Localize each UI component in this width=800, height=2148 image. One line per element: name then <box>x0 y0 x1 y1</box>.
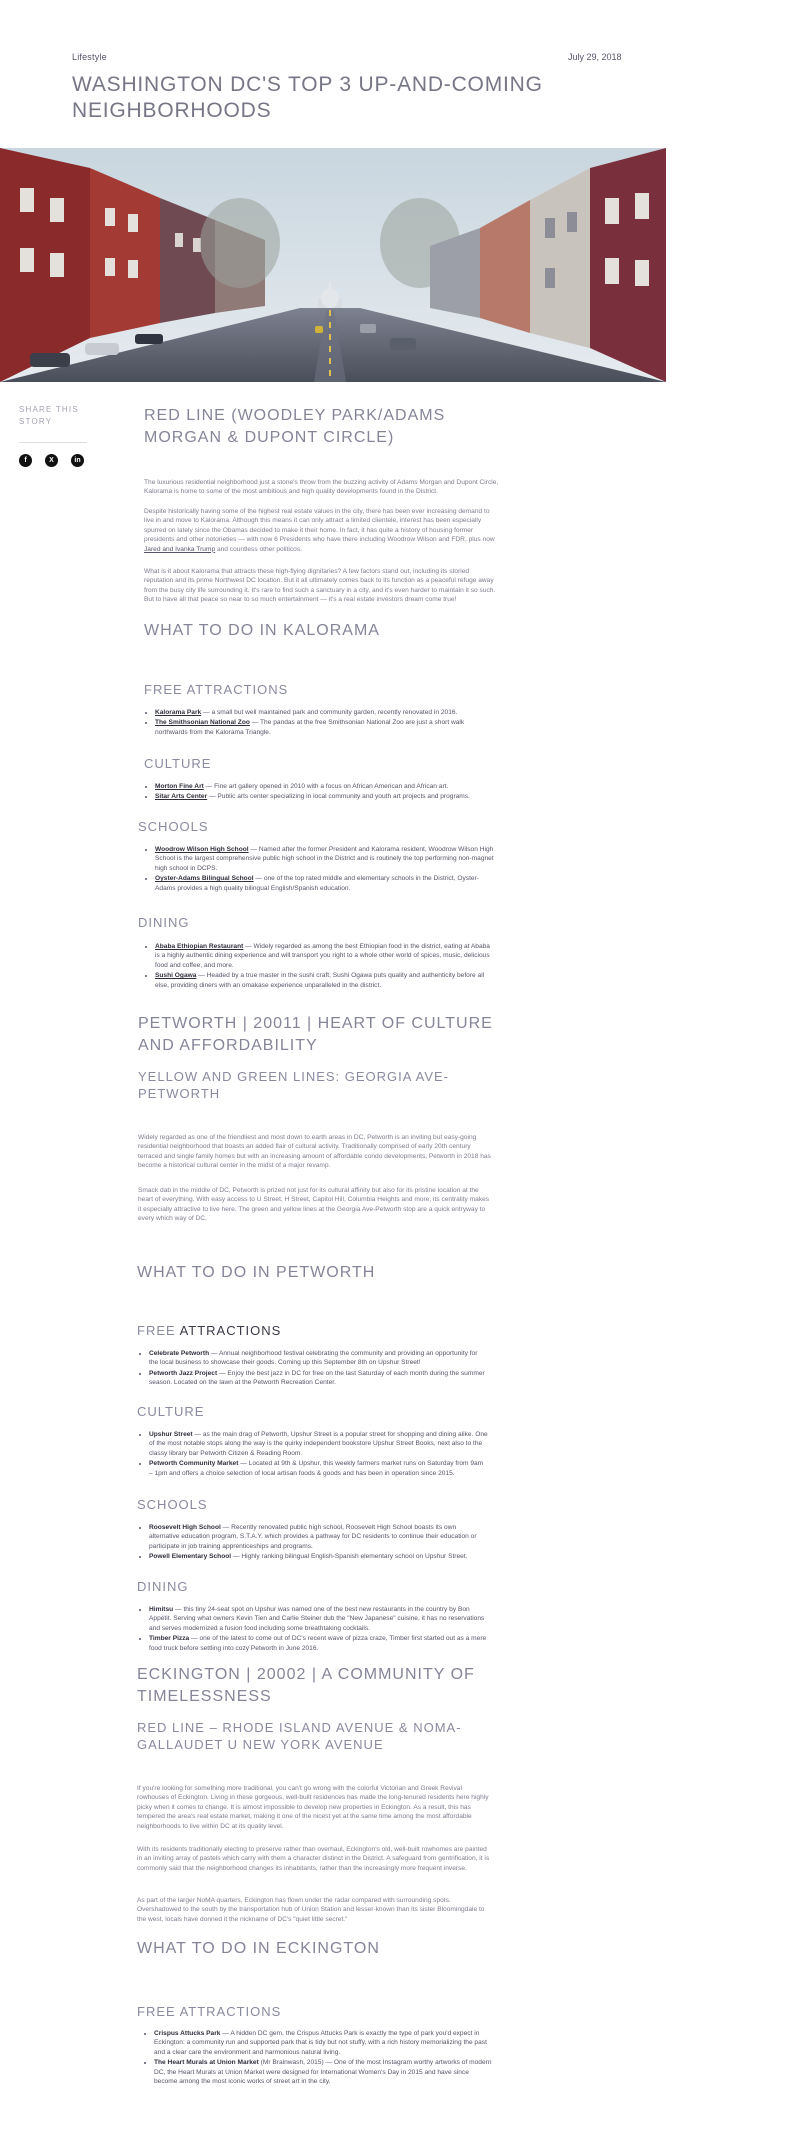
item-name: Petworth Community Market <box>149 1460 239 1468</box>
list-item: • The Heart Murals at Union Market (Mr Brainwash, 2015) — One of the most Instagram worthy artworks of modern DC, the Heart Murals at Union Market were designed for International Women's Day in 2015 and have since become among the most iconic works of street art in the city. <box>154 2058 493 2086</box>
paragraph: As part of the larger NoMA quarters, Eckington has flown under the radar compared with surrounding spots. Overshadowed to the south by the transportation hub of Union Station and lesser-known than its sister Bloomingdale to the west, locals have donned it the nickname of DC's "quiet little secret." <box>137 1897 485 1923</box>
subsection-heading: SCHOOLS <box>138 819 209 834</box>
paragraph: With its residents traditionally electing to preserve rather than overhaul, Eckington's old, well-built rowhomes are painted in an inviting array of pastels which carry with them a character distinct in the District. A safeguard from gentrification, it is commonly said that the neighborhood changes its inhabitants, rather than the increasingly more frequent inverse. <box>137 1846 490 1872</box>
list-item: • Upshur Street — as the main drag of Petworth, Upshur Street is a popular street for shopping and dining alike. One of the most notable stops along the way is the quirky independent bookstore Upshur Street Books, next also to the classy library bar Petworth Citizen & Reading Room. <box>149 1430 488 1458</box>
list-item: • Sushi Ogawa — Headed by a true master in the sushi craft, Sushi Ogawa puts quality and authenticity before all else, providing diners with an omakase experience unparalleled in the district. <box>155 971 494 990</box>
inline-link[interactable]: Jared and Ivanka Trump <box>144 545 216 553</box>
item-link[interactable]: Ababa Ethiopian Restaurant <box>155 943 244 950</box>
item-name: Celebrate Petworth <box>149 1350 210 1357</box>
culture-list <box>144 782 494 803</box>
share-icons <box>19 454 89 467</box>
list-item: • Morton Fine Art — Fine art gallery opened in 2010 with a focus on African American and African art. <box>155 782 494 791</box>
subsection-heading: RED LINE – RHODE ISLAND AVENUE & NOMA-GALLAUDET U NEW YORK AVENUE <box>137 1720 462 1752</box>
section-heading: WHAT TO DO IN PETWORTH <box>137 1264 376 1281</box>
share-panel <box>19 404 89 467</box>
list-item: • Petworth Jazz Project — Enjoy the best jazz in DC for free on the last Saturday of each month during the summer season. Located on the lawn at the Petworth Recreation Center. <box>149 1369 488 1388</box>
list-item: • Roosevelt High School — Recently renovated public high school, Roosevelt High School boasts its own alternative education program, S.T.A.Y. which provides a pathway for DC residents to continue their education or participate in job training apprenticeships and programs. <box>149 1523 488 1551</box>
hero-image <box>0 148 666 382</box>
category-label[interactable]: Lifestyle <box>72 52 107 62</box>
subsection-heading: FREE ATTRACTIONS <box>144 682 289 697</box>
item-name: Roosevelt High School <box>149 1524 221 1531</box>
paragraph: What is it about Kalorama that attracts these high-flying dignitaries? A few factors stand out, including its storied reputation and its prime Northwest DC location. But it all ultimately comes back to its function as a peaceful refuge away from the busy city life surrounding it. It's rare to find such a sanctuary in a city, and it's even harder to maintain it so such. But to have all that peace so near to so much entertainment — it's a real estate investors dream come true! <box>144 568 496 604</box>
list-item: • Himitsu — this tiny 24-seat spot on Upshur was named one of the best new restaurants in the country by Bon Appétit. Serving what owners Kevin Tien and Carlie Steiner dub the "New Japanese" cuisine, it has no reservations and serves modernized a fusion food including some breathtaking cocktails. <box>149 1605 488 1633</box>
article-header <box>72 52 622 124</box>
section-heading: ECKINGTON | 20002 | A COMMUNITY OF TIMELESSNESS <box>137 1666 475 1705</box>
list-item: • Crispus Attucks Park — A hidden DC gem, the Crispus Attucks Park is exactly the type of park you'd expect in Eckington: a community run and supported park that is tidy but not stuffy, with a rich history memorializing the past and a clear care the environment and harmonious natural living. <box>154 2029 493 2057</box>
list-item: • Oyster-Adams Bilingual School — one of the top rated middle and elementary schools in the District, Oyster-Adams provides a high quality bilingual English/Spanish education. <box>155 874 494 893</box>
item-name: Timber Pizza <box>149 1635 190 1643</box>
schools-list <box>144 845 494 894</box>
paragraph: If you're looking for something more traditional, you can't go wrong with the colorful Victorian and Greek Revival rowhouses of Eckington. Living in these gorgeous, well-built residences has made the long-tenured residents here highly picky when it comes to change. It is almost impossible to develop new properties in Eckington. As a result, this has tempered the area's real estate market, making it one of the nicest yet at the same time among the most affordable neighborhoods to live within DC at its quality level. <box>137 1785 489 1830</box>
subsection-heading: CULTURE <box>137 1404 205 1419</box>
paragraph: Despite historically having some of the highest real estate values in the city, there has been ever increasing demand to live in and move to Kalorama. Although this means it can only attract a limited clientele, interest has been especially spurred on lately since the Obamas decided to make it their home. In fact, it has quite a history of housing former presidents and other notorieties — with now 6 Presidents who have there including Woodrow Wilson and FDR, plus now Jared and Ivanka Trump and countless other politicos. <box>144 508 495 553</box>
culture-list <box>138 1430 488 1479</box>
item-link[interactable]: Morton Fine Art <box>155 783 204 790</box>
list-item: • Petworth Community Market — Located at 9th & Upshur, this weekly farmers market runs on Saturday from 9am – 1pm and offers a choice selection of local artisan foods & goods and has been in operation since 2015. <box>149 1459 488 1478</box>
item-link[interactable]: Oyster-Adams Bilingual School <box>155 875 254 883</box>
item-link[interactable]: Kalorama Park <box>155 709 202 716</box>
subsection-heading: DINING <box>137 1579 189 1594</box>
dining-list <box>138 1605 488 1654</box>
paragraph: The luxurious residential neighborhood just a stone's throw from the buzzing activity of Adams Morgan and Dupont Circle, Kalorama is home to some of the most ambitious and high quality developments found in the District. <box>144 479 499 496</box>
list-item: • Woodrow Wilson High School — Named after the former President and Kalorama resident, Woodrow Wilson High School is the largest comprehensive public high school in the District and is routinely the top performing non-magnet high school in DCPS. <box>155 845 494 873</box>
item-name: Himitsu <box>149 1606 174 1613</box>
paragraph: Smack dab in the middle of DC, Petworth is prized not just for its cultural affinity but also for its pristine location at the heart of everything. With easy access to U Street, H Street, Capitol Hill, Columbia Heights and more, its centrality makes it especially attractive to live here. The green and yellow lines at the Georgia Ave-Petworth stop are a quick entryway to every which way of DC. <box>138 1187 490 1223</box>
subsection-heading: FREE ATTRACTIONS <box>137 2004 282 2019</box>
item-name: Upshur Street <box>149 1431 193 1438</box>
schools-list <box>138 1523 488 1563</box>
linkedin-icon[interactable]: in <box>71 454 84 467</box>
attractions-list <box>138 1349 488 1389</box>
list-item: • Sitar Arts Center — Public arts center specializing in local community and youth art projects and programs. <box>155 792 494 801</box>
item-link[interactable]: Woodrow Wilson High School <box>155 846 249 853</box>
section-heading: PETWORTH | 20011 | HEART OF CULTURE AND AFFORDABILITY <box>138 1015 493 1054</box>
subsection-heading: FREE ATTRACTIONS <box>137 1323 282 1338</box>
street-scene-illustration <box>0 148 666 382</box>
list-item: • Ababa Ethiopian Restaurant — Widely regarded as among the best Ethiopian food in the district, eating at Ababa is a highly authentic dining experience and will transport you right to a whole other world of spices, music, delicious food and coffee, and more. <box>155 942 494 970</box>
item-name: Crispus Attucks Park <box>154 2030 221 2037</box>
list-item: • The Smithsonian National Zoo — The pandas at the free Smithsonian National Zoo are just a short walk northwards from the Kalorama Triangle. <box>155 718 494 737</box>
item-link[interactable]: The Smithsonian National Zoo <box>155 719 250 727</box>
item-name: Petworth Jazz Project <box>149 1369 218 1377</box>
attractions-list <box>144 708 494 738</box>
share-divider <box>19 442 87 443</box>
item-name: The Heart Murals at Union Market <box>154 2059 259 2067</box>
attractions-list <box>143 2029 493 2087</box>
paragraph: Widely regarded as one of the friendliest and most down to earth areas in DC, Petworth is an inviting but easy-going residential neighborhood that boasts an added flair of cultural activity. Traditionally comprised of early 20th century terraced and single family homes but with an increasing amount of affordable condo developments, Petworth in 2018 has become a historical cultural center in the midst of a major revamp. <box>138 1134 491 1170</box>
list-item: • Powell Elementary School — Highly ranking bilingual English-Spanish elementary school on Upshur Street. <box>149 1552 488 1561</box>
dining-list <box>144 942 494 991</box>
subsection-heading: YELLOW AND GREEN LINES: GEORGIA AVE-PETWORTH <box>138 1069 450 1101</box>
list-item: • Kalorama Park — a small but well maintained park and community garden, recently renovated in 2016. <box>155 708 494 717</box>
subsection-heading: DINING <box>138 915 190 930</box>
list-item: • Timber Pizza — one of the latest to come out of DC's recent wave of pizza craze, Timber first started out as a mere food truck before settling into cozy Petworth in June 2016. <box>149 1634 488 1653</box>
share-label: SHARE THIS STORY <box>19 405 79 426</box>
x-icon[interactable]: X <box>45 454 58 467</box>
section-heading: WHAT TO DO IN KALORAMA <box>144 622 380 639</box>
section-heading: WHAT TO DO IN ECKINGTON <box>137 1940 380 1957</box>
item-name: Powell Elementary School <box>149 1553 232 1561</box>
list-item: • Celebrate Petworth — Annual neighborhood festival celebrating the community and providing an opportunity for the local business to showcase their goods. Coming up this September 8th on Upshur Street! <box>149 1349 488 1368</box>
item-link[interactable]: Sitar Arts Center <box>155 793 208 801</box>
item-link[interactable]: Sushi Ogawa <box>155 972 197 980</box>
publish-date: July 29, 2018 <box>568 52 622 62</box>
subsection-heading: CULTURE <box>144 756 212 771</box>
facebook-icon[interactable]: f <box>19 454 32 467</box>
subsection-heading: SCHOOLS <box>137 1497 208 1512</box>
section-heading: RED LINE (WOODLEY PARK/ADAMS MORGAN & DUPONT CIRCLE) <box>144 407 446 446</box>
page-title: WASHINGTON DC'S TOP 3 UP-AND-COMING NEIGHBORHOODS <box>72 73 543 122</box>
